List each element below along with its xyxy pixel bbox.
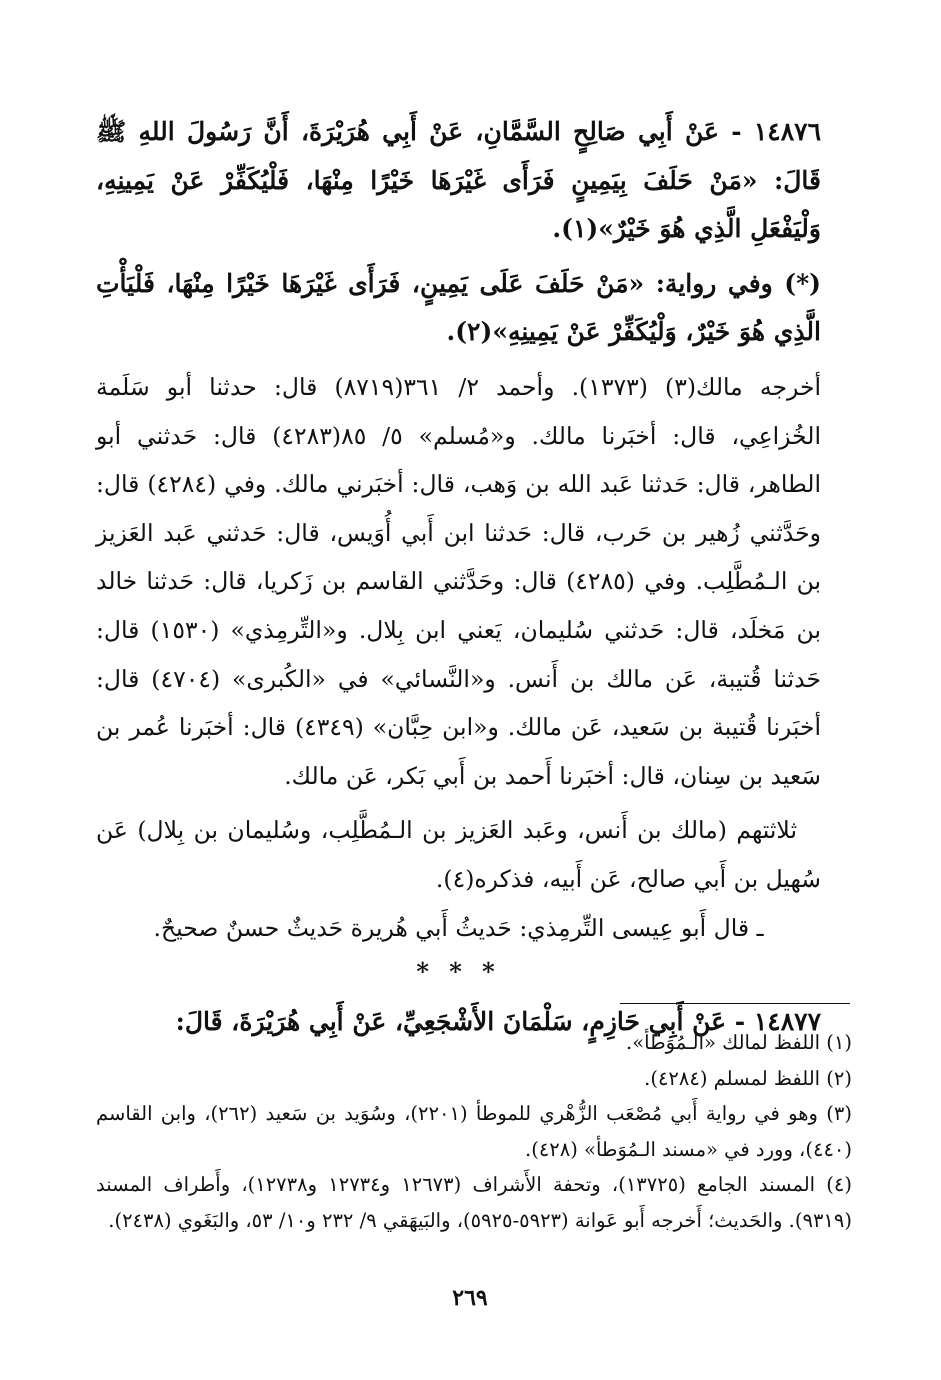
- footnote-2: (٢) اللفظ لمسلم (٤٢٨٤).: [644, 1066, 852, 1090]
- alternate-narration: (*) وفي رواية: «مَنْ حَلَفَ عَلَى يَمِينٍ، فَرَأَى غَيْرَهَا خَيْرًا مِنْهَا، فَلْيَأْتِ الَّذِي هُوَ خَيْرٌ، وَلْيُكَفِّرْ عَنْ يَمِينِهِ»(٢).: [96, 268, 821, 347]
- sources-summary: ثلاثتهم (مالك بن أَنس، وعَبد العَزيز بن الـمُطَّلِب، وسُليمان بن بِلال) عَن سُهيل بن أَبي صالح، عَن أَبيه، فذكره(٤).: [96, 816, 821, 893]
- tirmidhi-grading: ـ قال أَبو عِيسى التِّرمِذي: حَديثُ أَبي هُريرة حَديثٌ حسنٌ صحيحٌ.: [153, 913, 764, 942]
- footnotes: [96, 1025, 852, 1238]
- footnote-4: (٤) المسند الجامع (١٣٧٢٥)، وتحفة الأَشراف (١٢٦٧٣ و١٢٧٣٤ و١٢٧٣٨)، وأَطراف المسند (٩٣١٩). والحَديث؛ أَخرجه أَبو عَوانة (٥٩٢٣-٥٩٢٥)، والبَيهَقي ٩/ ٢٣٢ و١٠/ ٥٣، والبَغَوي (٢٤٣٨).: [96, 1173, 852, 1232]
- hadith-14877: ١٤٨٧٧ - عَنْ أَبِي حَازِمٍ، سَلْمَانَ الأَشْجَعِيِّ، عَنْ أَبِي هُرَيْرَةَ، قَالَ:: [175, 1007, 821, 1037]
- page-number: ٢٦٩: [452, 1285, 488, 1311]
- footnote-1: (١) اللفظ لمالك «الـمُوَطأ».: [626, 1031, 852, 1054]
- sources-paragraph: أخرجه مالك(٣) (١٣٧٣). وأحمد ٢/ ٣٦١(٨٧١٩) قال: حدثنا أبو سَلَمة الخُزاعِي، قال: أخبَرنا مالك. و«مُسلم» ٥/ ٨٥(٤٢٨٣) قال: حَدثني أبو الطاهر، قال: حَدثنا عَبد الله بن وَهب، قال: أخبَرني مالك. وفي (٤٢٨٤) قال: وحَدَّثني زُهير بن حَرب، قال: حَدثنا ابن أَبي أُوَيس، قال: حَدثني عَبد العَزيز بن الـمُطَّلِب. وفي (٤٢٨٥) قال: وحَدَّثني القاسم بن زَكريا، قال: حَدثنا خالد بن مَخلَد، قال: حَدثني سُليمان، يَعني ابن بِلال. و«التِّرمِذي» (١٥٣٠) قال: حَدثنا قُتيبة، عَن مالك بن أَنس. و«النَّسائي» في «الكُبرى» (٤٧٠٤) قال: أخبَرنا قُتيبة بن سَعيد، عَن مالك. و«ابن حِبَّان» (٤٣٤٩) قال: أخبَرنا عُمر بن سَعيد بن سِنان، قال: أخبَرنا أَحمد بن أَبي بَكر، عَن مالك.: [96, 372, 822, 790]
- section-separator: * * *: [416, 957, 501, 987]
- hadith-14876-chain: ١٤٨٧٦ - عَنْ أَبِي صَالِحٍ السَّمَّانِ، عَنْ أَبِي هُرَيْرَةَ، أَنَّ رَسُولَ اللهِ ﷺ قَالَ:: [96, 117, 821, 195]
- footnote-divider: [620, 1003, 850, 1004]
- hadith-14876-matn: «مَنْ حَلَفَ بِيَمِينٍ فَرَأَى غَيْرَهَا خَيْرًا مِنْهَا، فَلْيُكَفِّرْ عَنْ يَمِينِهِ، وَلْيَفْعَلِ الَّذِي هُوَ خَيْرٌ»(١).: [96, 165, 821, 244]
- main-text: [96, 108, 821, 1047]
- footnote-3: (٣) وهو في رواية أَبي مُصْعَب الزُّهْري للموطأ (٢٢٠١)، وسُوَيد بن سَعيد (٢٦٢)، وابن القاسم (٤٤٠)، وورد في «مسند الـمُوَطأ» (٤٢٨).: [96, 1102, 852, 1161]
- hadith-14876: [96, 108, 821, 254]
